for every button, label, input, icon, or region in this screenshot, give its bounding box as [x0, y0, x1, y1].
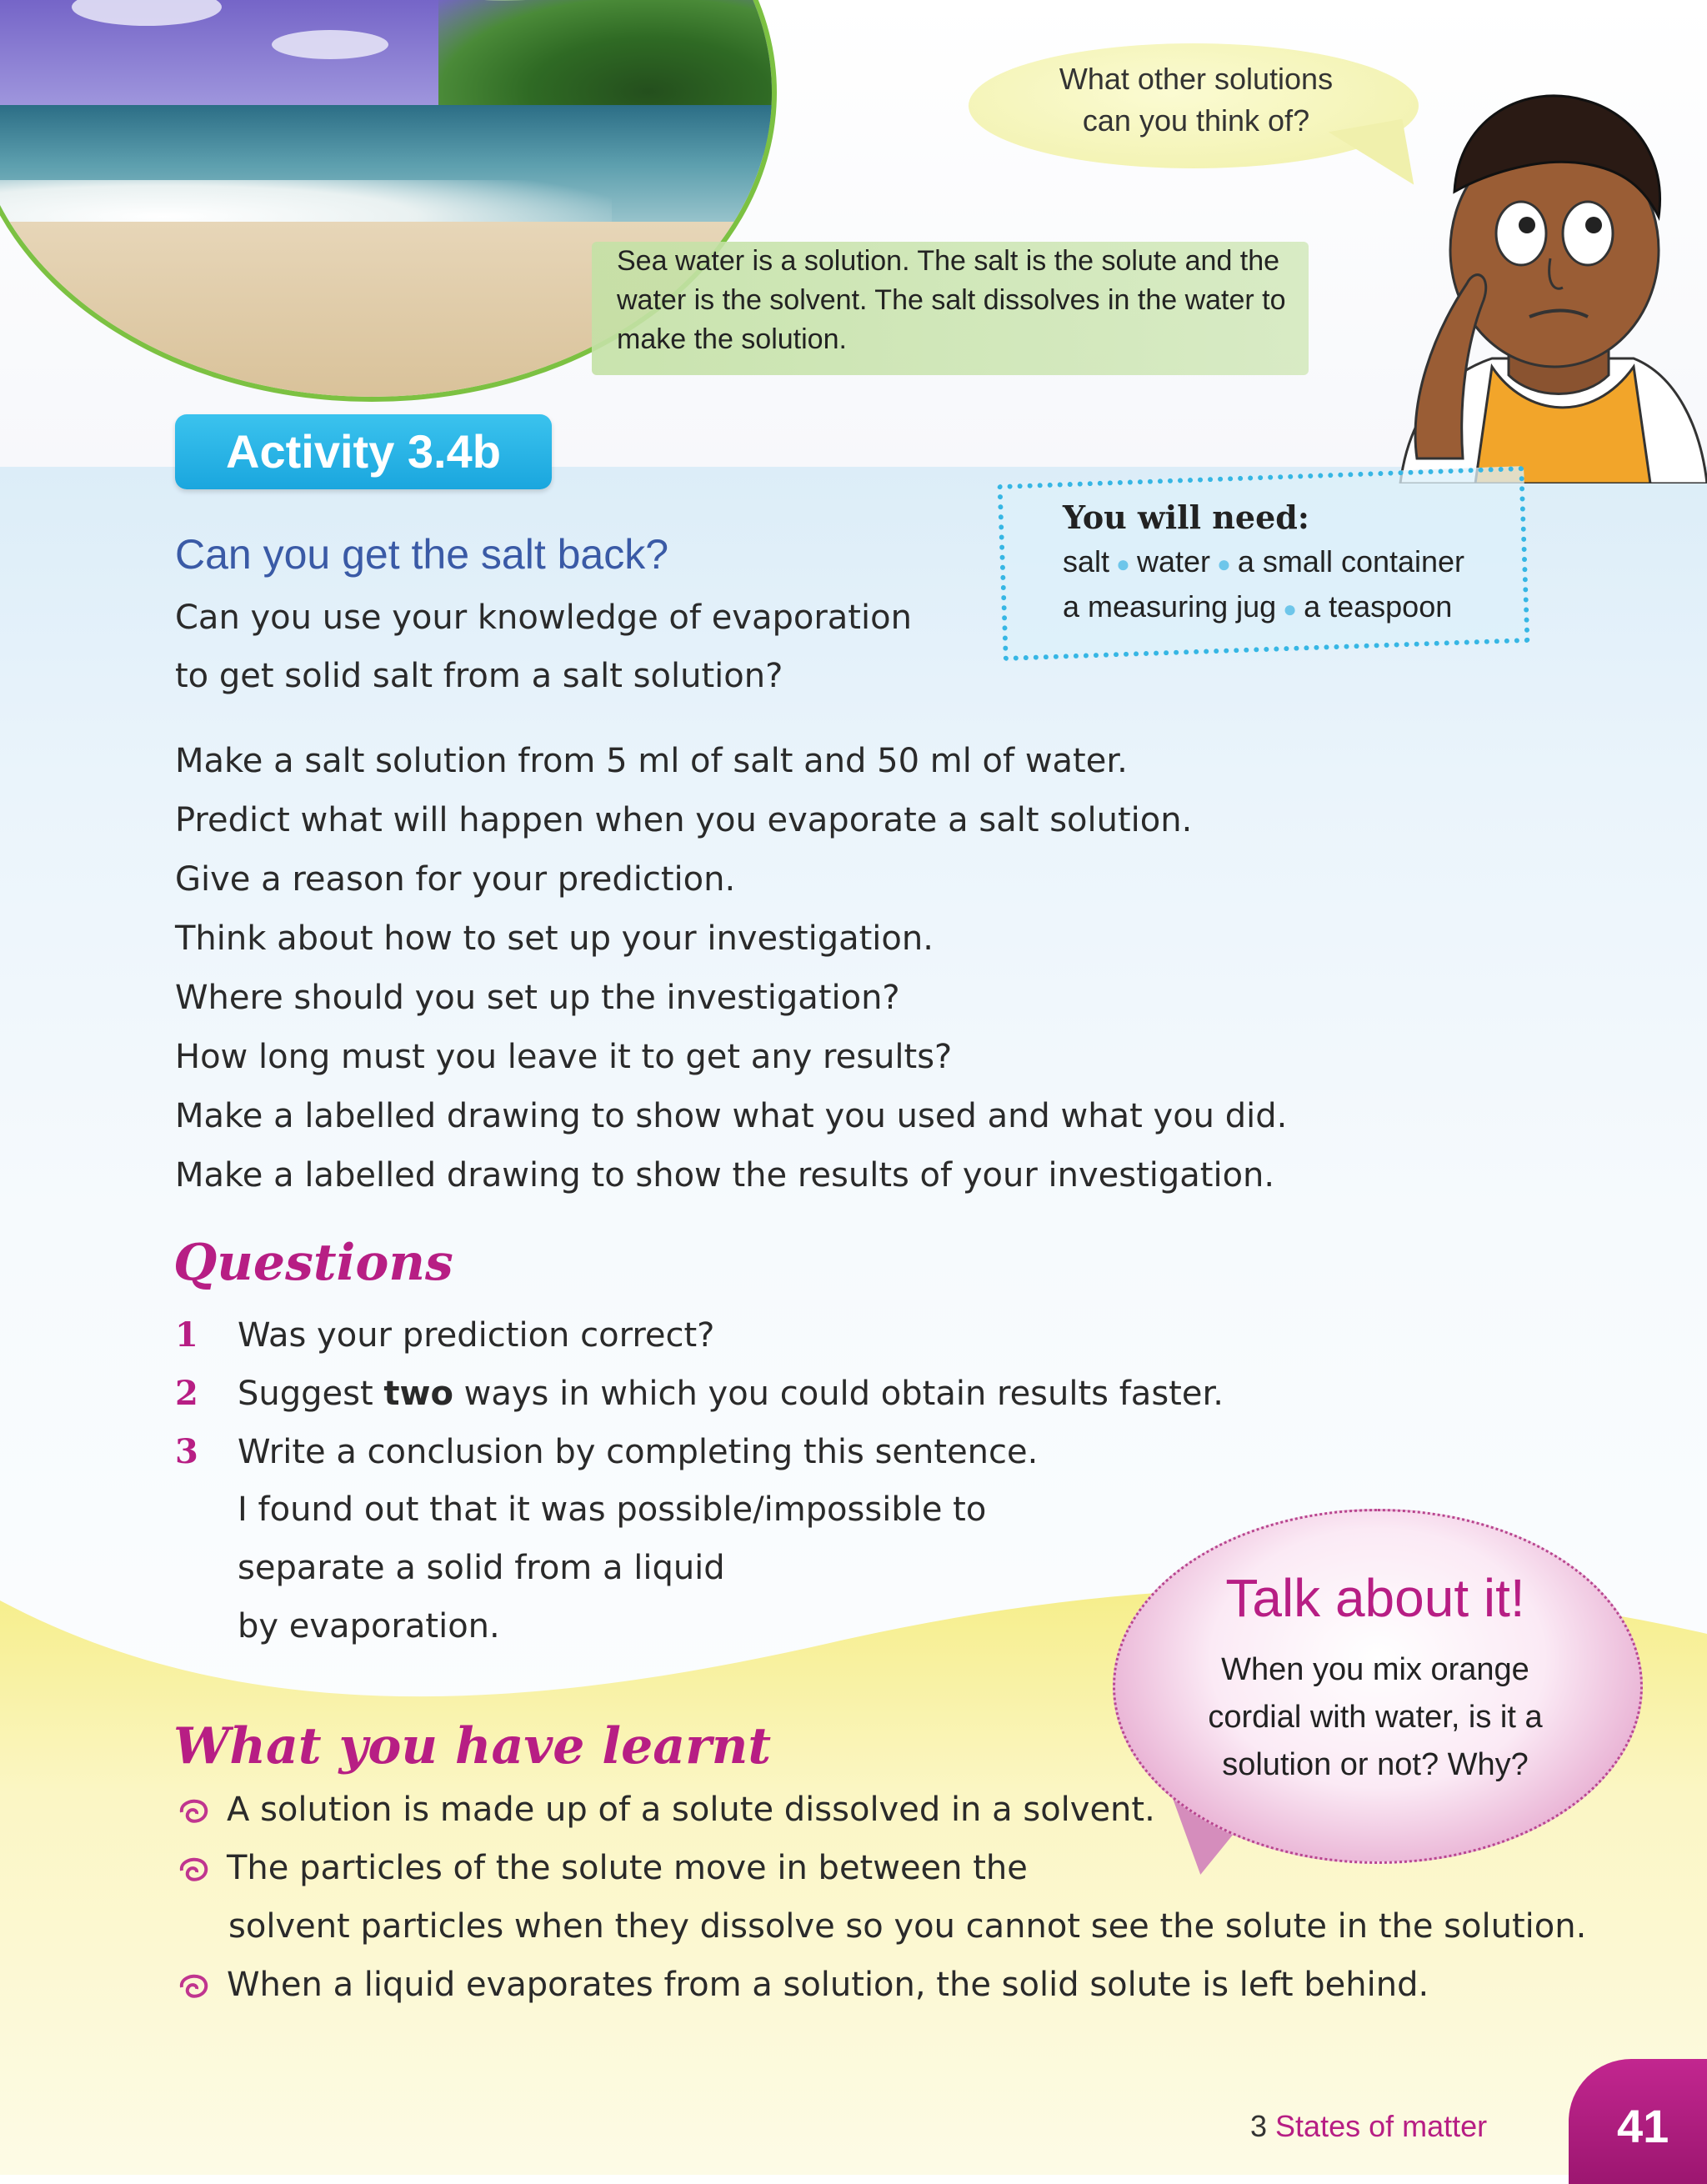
learnt-text: A solution is made up of a solute dissolved in a solvent. — [227, 1791, 1155, 1829]
speech-bubble-text — [1000, 58, 1392, 142]
learnt-bullet-2 — [177, 1849, 1028, 1887]
activity-intro-line-2: to get solid salt from a salt solution? — [175, 657, 783, 695]
question-number: 2 — [175, 1374, 198, 1413]
activity-step: Make a labelled drawing to show the results of your investigation. — [175, 1156, 1275, 1195]
need-item: a measuring jug — [1063, 589, 1277, 624]
learnt-text: The particles of the solute move in between the — [227, 1849, 1028, 1887]
photo-caption: Sea water is a solution. The salt is the solute and the water is the solvent. The salt dissolves in the water to make the solution. — [617, 245, 1286, 355]
what-you-have-learnt-title: What you have learnt — [173, 1717, 772, 1776]
need-item: a small container — [1237, 544, 1465, 579]
page-number: 41 — [1617, 2100, 1669, 2152]
separator-dot: ● — [1116, 551, 1130, 577]
you-will-need-title: You will need: — [1063, 498, 1309, 536]
activity-label: Activity 3.4b — [175, 414, 552, 489]
questions-title: Questions — [173, 1234, 453, 1292]
question-3-continuation-2: separate a solid from a liquid — [238, 1549, 725, 1587]
you-will-need-row-2 — [1063, 589, 1452, 624]
talk-about-it-text — [1150, 1646, 1600, 1789]
activity-step: Make a salt solution from 5 ml of salt and 50 ml of water. — [175, 742, 1128, 780]
separator-dot: ● — [1283, 596, 1298, 622]
question-text-before: Suggest — [238, 1375, 384, 1413]
talk-line-2: cordial with water, is it a — [1208, 1700, 1543, 1735]
need-item: water — [1136, 544, 1210, 579]
question-bold-word: two — [383, 1375, 453, 1413]
activity-steps — [175, 732, 1287, 1205]
talk-about-it-title: Talk about it! — [1225, 1568, 1525, 1628]
question-3-continuation-3: by evaporation. — [238, 1607, 500, 1646]
activity-step: Predict what will happen when you evaporate a salt solution. — [175, 801, 1193, 839]
question-text: Was your prediction correct? — [238, 1316, 715, 1355]
learnt-bullet-3 — [177, 1966, 1429, 2004]
chapter-number: 3 — [1250, 2109, 1268, 2143]
question-3-continuation-1: I found out that it was possible/impossible to — [238, 1490, 987, 1529]
question-1 — [175, 1315, 714, 1355]
activity-heading: Can you get the salt back? — [175, 531, 669, 578]
speech-line-2: can you think of? — [1082, 103, 1310, 138]
activity-step: Make a labelled drawing to show what you used and what you did. — [175, 1097, 1288, 1135]
activity-step: Give a reason for your prediction. — [175, 860, 736, 899]
swirl-bullet-icon — [177, 1856, 212, 1884]
swirl-bullet-icon — [177, 1797, 212, 1826]
learnt-text: When a liquid evaporates from a solution, the solid solute is left behind. — [227, 1966, 1429, 2004]
activity-intro-line-1: Can you use your knowledge of evaporation — [175, 599, 912, 637]
question-2 — [175, 1374, 1224, 1413]
activity-step: Think about how to set up your investigation. — [175, 919, 934, 958]
learnt-bullet-2-continuation: solvent particles when they dissolve so you cannot see the solute in the solution. — [228, 1907, 1587, 1946]
question-3 — [175, 1432, 1038, 1471]
need-item: salt — [1063, 544, 1110, 579]
activity-step: How long must you leave it to get any results? — [175, 1038, 953, 1076]
talk-line-3: solution or not? Why? — [1222, 1747, 1529, 1782]
speech-line-1: What other solutions — [1059, 62, 1334, 96]
boy-illustration — [1384, 67, 1707, 483]
need-item: a teaspoon — [1304, 589, 1453, 624]
you-will-need-row-1 — [1063, 544, 1464, 579]
footer-chapter — [1250, 2109, 1487, 2144]
chapter-name: States of matter — [1275, 2109, 1488, 2143]
question-number: 1 — [175, 1315, 198, 1355]
separator-dot: ● — [1216, 551, 1231, 577]
question-text: Write a conclusion by completing this sentence. — [238, 1433, 1039, 1471]
swirl-bullet-icon — [177, 1972, 212, 2001]
question-number: 3 — [175, 1432, 198, 1471]
learnt-bullet-1 — [177, 1791, 1155, 1829]
question-text-after: ways in which you could obtain results faster. — [453, 1375, 1224, 1413]
activity-step: Where should you set up the investigation? — [175, 979, 900, 1017]
talk-line-1: When you mix orange — [1221, 1652, 1529, 1687]
